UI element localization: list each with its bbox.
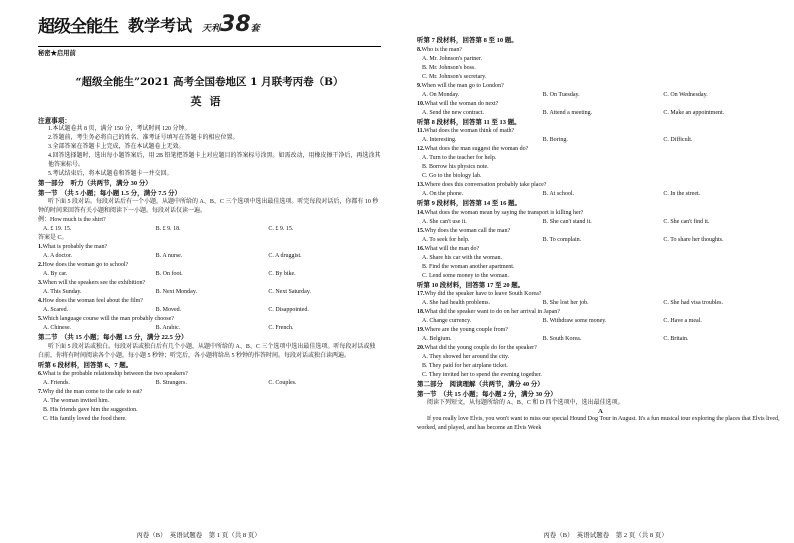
option-7a: A. The woman invited him. xyxy=(43,398,110,404)
passage-label: A xyxy=(598,408,603,415)
options-9: A. On Monday. B. On Tuesday. C. On Wednesday. xyxy=(422,91,708,98)
options-13: A. On the phone. B. At school. C. In the street. xyxy=(422,191,701,197)
question-19: 19.Where are the young couple from? xyxy=(417,327,508,333)
options-6: A. Friends. B. Strangers. C. Couples. xyxy=(43,380,297,386)
question-5: 5.Which language course will the man probably choose? xyxy=(38,316,174,322)
question-1: 1.What is probably the man? xyxy=(38,244,108,250)
instructions: 听下面 5 段对话或独白。每段对话或独白后有几个小题，从题中所给的 A、B、C 三个选项中选出最佳选项。听每段对话或独白前，你将有时间阅读各个小题，每小题 5 秒钟；听完后，各小题将给出 5 秒钟的作答时间。每段对话或独白读两遍。 xyxy=(38,343,376,359)
options-4: A. Scared. B. Moved. C. Disappointed. xyxy=(43,307,309,313)
options-15: A. To seek for help. B. To complain. C. To share her thoughts. xyxy=(422,236,724,243)
question-18: 18.What did the speaker want to do on her arrival in Japan? xyxy=(417,309,560,315)
question-4: 4.How does the woman feel about the film? xyxy=(38,298,143,304)
option-7b: B. His friends gave him the suggestion. xyxy=(43,407,138,413)
question-8: 8.Who is the man? xyxy=(417,46,462,53)
brand-subtitle: 教学考试 xyxy=(128,15,193,35)
options-11: A. Interesting. B. Boring. C. Difficult. xyxy=(422,137,693,143)
example-options: A. £ 19. 15. B. £ 9. 18. C. £ 9. 15. xyxy=(43,226,294,232)
question-12: 12.What does the man suggest the woman do? xyxy=(417,146,529,152)
options-5: A. Chinese. B. Arabic. C. French. xyxy=(43,325,294,331)
option: C. Lend some money to the woman. xyxy=(422,272,509,279)
question-11: 11.What does the woman think of math? xyxy=(417,128,515,134)
options-1: A. A doctor. B. A nurse. C. A druggist. xyxy=(43,253,302,259)
tianli-logo: 天利 38 套 xyxy=(202,11,260,37)
section-heading: 第二节 （共 15 小题；每小题 1.5 分，满分 22.5 分） xyxy=(38,334,188,341)
material-heading: 听第 8 段材料，回答第 11 至 13 题。 xyxy=(417,118,521,126)
notice-item: 4.回答选择题时，选出每小题答案后，用 2B 铅笔把答题卡上对应题目的答案标号涂黑。如需改动，用橡皮擦干净后，再选涂其他答案标号。 xyxy=(48,153,381,168)
question-9: 9.When will the man go to London? xyxy=(417,82,504,89)
question-6: 6.What is the probable relationship between the two speakers? xyxy=(38,371,188,377)
option-7c: C. His family loved the food there. xyxy=(43,416,127,422)
question-17: 17.Why did the speaker have to leave South Korea? xyxy=(417,291,542,297)
question-14: 14.What does the woman mean by saying the transport is killing her? xyxy=(417,209,584,216)
option: A. Turn to the teacher for help. xyxy=(422,155,497,161)
masthead xyxy=(38,0,381,44)
question-3: 3.When will the speakers see the exhibition? xyxy=(38,280,146,286)
example-question: 例：How much is the shirt? xyxy=(38,217,106,223)
exam-title: “超级全能生”2021 高考全国卷地区 1 月联考丙卷（B） xyxy=(75,76,344,88)
page-footer: 丙卷（B） 英语试题卷 第 2 页（共 8 页） xyxy=(543,532,668,539)
options-19: A. Belgium. B. South Korea. C. Britain. xyxy=(422,336,689,342)
option: B. Mr. Johnson's boss. xyxy=(422,64,476,71)
section-heading: 第一节 （共 5 小题；每小题 1.5 分，满分 7.5 分） xyxy=(38,189,181,197)
notice-heading: 注意事项： xyxy=(38,118,71,125)
option: C. They invited her to spend the evening together. xyxy=(422,372,542,378)
option: C. Mr. Johnson's secretary. xyxy=(422,73,487,80)
question-13: 13.Where does this conversation probably take place? xyxy=(417,182,547,188)
page-footer: 丙卷（B） 英语试题卷 第 1 页（共 8 页） xyxy=(136,532,261,539)
material-heading: 听第 10 段材料，回答第 17 至 20 题。 xyxy=(417,281,525,289)
instructions: 听下面 5 段对话。每段对话后有一个小题，从题中所给的 A、B、C 三个选项中选出最佳选项。听完每段对话后，你都有 10 秒钟的时间来回答有关小题和阅读下一小题。每段对话仅读一遍。 xyxy=(38,199,379,214)
options-2: A. By car. B. On foot. C. By bike. xyxy=(43,271,296,277)
subject-title: 英语 xyxy=(190,96,229,108)
option: C. Go to the biology lab. xyxy=(422,173,482,179)
notice-item: 5.考试结束后，将本试题卷和答题卡一并交回。 xyxy=(48,171,173,177)
options-14: A. She can't use it. B. She can't stand it. C. She can't find it. xyxy=(422,218,710,225)
example-answer: 答案是 C。 xyxy=(38,235,68,241)
material-heading: 听第 6 段材料，回答第 6、7 题。 xyxy=(38,361,133,369)
part-heading: 第二部分 阅读理解（共两节，满分 40 分） xyxy=(417,381,544,388)
notice-item: 1.本试题卷共 8 页，满分 150 分，考试时间 120 分钟。 xyxy=(48,126,191,132)
option: A. They showed her around the city. xyxy=(422,354,510,360)
passage-text: If you really love Elvis, you won't want to miss our special Hound Dog Tour in August. It's a fun musical tour exploring the places that Elvis lived, worked, and played, and has become an Elvis Week xyxy=(417,416,780,431)
question-15: 15.Why does the woman call the man? xyxy=(417,227,511,234)
option: B. They paid for her airplane ticket. xyxy=(422,363,508,369)
options-3: A. This Sunday. B. Next Monday. C. Next Saturday. xyxy=(43,289,311,295)
options-18: A. Change currency. B. Withdraw some money. C. Have a meal. xyxy=(422,318,702,324)
question-10: 10.What will the woman do next? xyxy=(417,100,499,107)
right-page xyxy=(397,0,794,543)
brand-title: 超级全能生 xyxy=(38,16,118,37)
option: A. Share his car with the woman. xyxy=(422,254,502,261)
option: B. Borrow his physics note. xyxy=(422,164,489,170)
question-20: 20.What did the young couple do for the speaker? xyxy=(417,345,537,351)
material-heading: 听第 7 段材料，回答第 8 至 10 题。 xyxy=(417,37,518,44)
options-17: A. She had health problems. B. She lost her job. C. She had visa troubles. xyxy=(422,300,724,306)
option: B. Find the woman another apartment. xyxy=(422,263,515,270)
question-7: 7.Why did the man come to the cafe to eat? xyxy=(38,389,143,395)
question-16: 16.What will the man do? xyxy=(417,245,480,252)
section-heading: 第一节 （共 15 小题；每小题 2 分，满分 30 分） xyxy=(417,390,557,398)
part-heading: 第一部分 听力（共两节，满分 30 分） xyxy=(38,180,152,187)
header-rule xyxy=(38,46,381,47)
notice-item: 2.答题前，考生务必将自己的姓名、准考证号填写在答题卡的相应位置。 xyxy=(48,135,239,141)
instructions: 阅读下列短文，从每题所给的 A、B、C 和 D 四个选项中，选出最佳选项。 xyxy=(427,400,624,406)
notice-item: 3.全部答案在答题卡上完成，答在本试题卷上无效。 xyxy=(48,144,185,150)
option: A. Mr. Johnson's partner. xyxy=(422,55,483,62)
options-10: A. Send the new contract. B. Attend a meeting. C. Make an appointment. xyxy=(422,109,725,116)
material-heading: 听第 9 段材料，回答第 14 至 16 题。 xyxy=(417,200,521,207)
question-2: 2.How does the woman go to school? xyxy=(38,262,129,268)
secret-label: 秘密★启用前 xyxy=(38,50,76,57)
